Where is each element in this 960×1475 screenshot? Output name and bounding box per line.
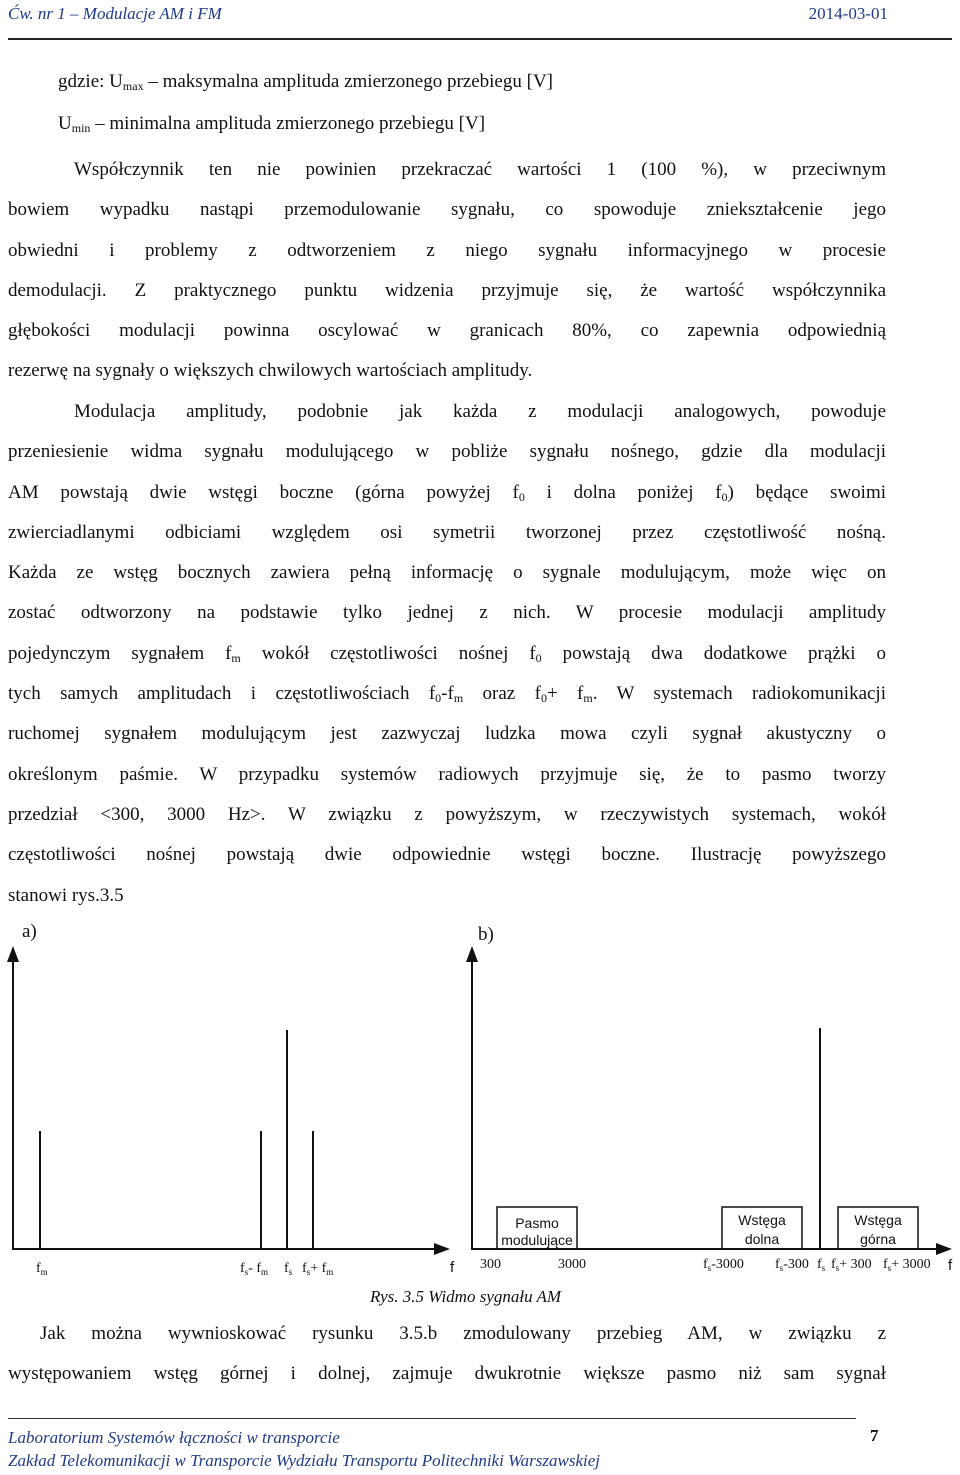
box3-line1: Wstęga	[854, 1212, 902, 1228]
panel-b-x-arrow	[936, 1243, 952, 1255]
paragraph-2: Modulacja amplitudy, podobnie jak każda z modulacji analogowych, powoduje przeniesienie widma sygnału modulującego w pobliże sygnału nośnego, gdzie dla modulacji AM powstają dwie wstęgi boczne (górna powyżej $f_0$ i dolna poniżej $f_0$) będące swoimi zwierciadlanymi odbiciami względem osi symetrii tworzonej przez częstotliwość nośną. Każda ze wstęg bocznych zawiera pełną informację o sygnale modulującym, może więc on zostać odtworzony na podstawie tylko jednej z nich. W procesie modulacji amplitudy pojedynczym sygnałem $f_m$ wokół częstotliwości nośnej $f_0$ powstają dwa dodatkowe prążki o tych samych amplitudach i częstotliwościach $f_0-f_m$ oraz $f_0+ f_m$. W systemach radiokomunikacji ruchomej sygnałem modulującym jest zazwyczaj ludzka mowa czyli sygnał akustyczny o określonym paśmie. W przypadku systemów radiowych przyjmuje się, że to pasmo tworzy przedział <300, 3000 Hz>. W związku z powyższym, w rzeczywistych systemach, wokół częstotliwości nośnej powstają dwie odpowiednie wstęgi boczne. Ilustrację powyższego stanowi rys.3.5	[8, 401, 886, 906]
paragraph-3: Jak można wywnioskować rysunku 3.5.b zmodulowany przebieg AM, w związku z występowaniem wstęg górnej i dolnej, zajmuje dwukrotnie większe pasmo niż sam sygnał	[8, 1323, 886, 1385]
tick-fs-minus-300: $f_s-300$	[775, 1257, 809, 1273]
panel-a-axis-label: f	[450, 1259, 455, 1276]
header-title: Ćw. nr 1 – Modulacje AM i FM	[8, 4, 222, 23]
panel-a-y-arrow	[7, 946, 19, 962]
box3-line2: górna	[860, 1231, 896, 1247]
def-umax: gdzie: $U_{max}$ – maksymalna amplituda zmierzonego przebiegu [V]	[58, 71, 553, 93]
page-number: 7	[870, 1426, 879, 1445]
panel-a-x-arrow	[434, 1243, 450, 1255]
figure-label-a: a)	[22, 921, 37, 942]
header-date: 2014-03-01	[808, 4, 888, 23]
footer-line2: Zakład Telekomunikacji w Transporcie Wydziału Transportu Politechniki Warszawskiej	[8, 1451, 601, 1470]
tick-fs-minus-3000: $f_s-3000$	[703, 1257, 744, 1273]
tick-fs: $f_s$	[817, 1257, 826, 1273]
label-fs-minus-fm: $f_s-$ $f_m$	[240, 1261, 269, 1277]
box1-line2: modulujące	[501, 1232, 573, 1248]
tick-fs-plus-3000: $f_s+ 3000$	[883, 1257, 931, 1273]
tick-3000: 3000	[558, 1257, 586, 1272]
definitions	[58, 62, 553, 144]
figure-caption: Rys. 3.5 Widmo sygnału AM	[370, 1287, 562, 1306]
box1-line1: Pasmo	[515, 1215, 559, 1231]
box2-line2: dolna	[744, 1231, 780, 1247]
paragraph-1: Współczynnik ten nie powinien przekraczać wartości 1 (100 %), w przeciwnym bowiem wypadku nastąpi przemodulowanie sygnału, co spowoduje zniekształcenie jego obwiedni i problemy z odtworzeniem z niego sygnału informacyjnego w procesie demodulacji. Z praktycznego punktu widzenia przyjmuje się, że wartość współczynnika głębokości modulacji powinna oscylować w granicach 80%, co zapewnia odpowiednią rezerwę na sygnały o większych chwilowych wartościach amplitudy.	[8, 159, 886, 382]
label-fs: $f_s$	[284, 1261, 293, 1277]
panel-b-y-arrow	[466, 946, 478, 962]
panel-b-axis-label: f	[948, 1257, 953, 1274]
box2-line1: Wstęga	[738, 1212, 786, 1228]
figure-label-b: b)	[478, 924, 494, 945]
panel-a	[7, 946, 450, 1255]
panel-b	[466, 946, 952, 1255]
tick-fs-plus-300: $f_s+ 300$	[831, 1257, 872, 1273]
footer-rule	[8, 1418, 856, 1419]
spectrum-figure	[0, 910, 960, 1277]
label-fm: $f_m$	[36, 1261, 48, 1277]
def-umin: $U_{min}$ – minimalna amplituda zmierzonego przebiegu [V]	[58, 113, 486, 135]
tick-300: 300	[480, 1257, 501, 1272]
label-fs-plus-fm: $f_s+ f_m$	[302, 1261, 334, 1277]
header-rule	[8, 38, 952, 40]
footer-line1: Laboratorium Systemów łączności w transporcie	[8, 1428, 340, 1447]
